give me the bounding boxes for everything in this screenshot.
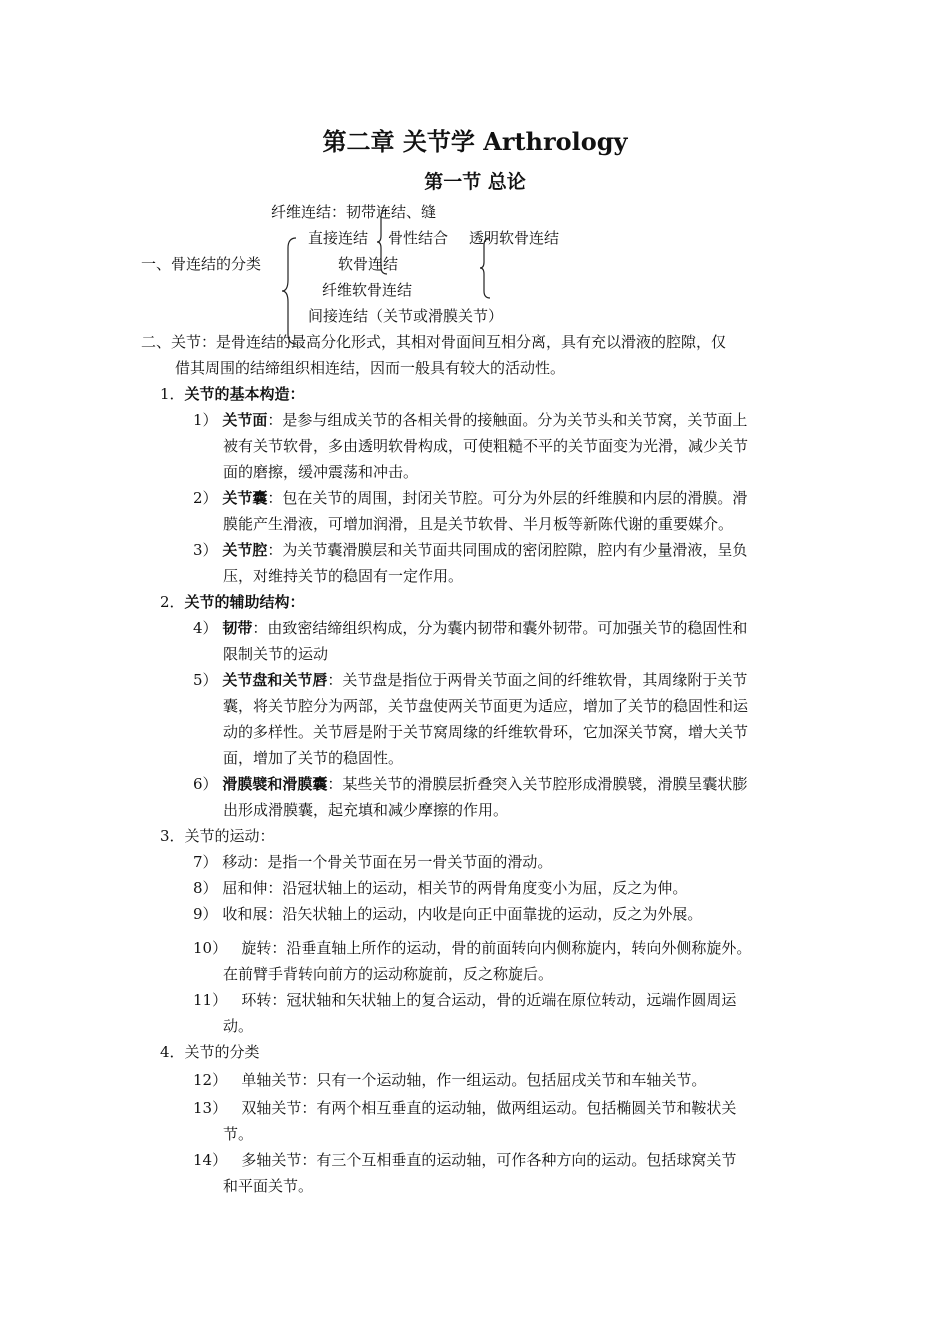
heading-joint-movement xyxy=(160,823,275,849)
item-number: 12） xyxy=(193,1071,228,1089)
item-term: 关节囊 xyxy=(222,489,268,507)
indirect-connection: 间接连结（关节或滑膜关节） xyxy=(308,307,504,325)
item-continuation: 节。 xyxy=(223,1125,254,1143)
item-text: ：关节盘是指位于两骨关节面之间的纤维软骨，其周缘附于关节 xyxy=(327,671,748,689)
fiber-connection: 纤维连结：韧带连结、缝 xyxy=(271,203,437,221)
item-continuation: 压，对维持关节的稳固有一定作用。 xyxy=(223,567,464,585)
chapter-title: 第二章 关节学 Arthrology xyxy=(322,127,628,156)
item-text: 屈和伸：沿冠状轴上的运动，相关节的两骨角度变小为屈，反之为伸。 xyxy=(222,879,688,897)
heading-text: 关节的基本构造： xyxy=(184,385,305,403)
small-brace-left xyxy=(376,208,390,276)
list-item xyxy=(193,875,687,901)
item-number: 6） xyxy=(193,775,218,793)
joint-definition-line1: 二、关节：是骨连结的最高分化形式，其相对骨面间互相分离，具有充以滑液的腔隙，仅 xyxy=(141,333,727,351)
item-number: 2） xyxy=(193,489,218,507)
list-item xyxy=(193,1147,736,1173)
item-number: 14） xyxy=(193,1151,228,1169)
item-text: 收和展：沿矢状轴上的运动，内收是向正中面靠拢的运动，反之为外展。 xyxy=(222,905,703,923)
item-term: 韧带 xyxy=(222,619,253,637)
direct-connection: 直接连结 xyxy=(308,229,369,247)
list-item xyxy=(193,667,747,693)
list-item xyxy=(193,615,747,641)
item-number: 1） xyxy=(193,411,218,429)
item-text: ：为关节囊滑膜层和关节面共同围成的密闭腔隙，腔内有少量滑液，呈负 xyxy=(267,541,748,559)
item-continuation: 在前臂手背转向前方的运动称旋前，反之称旋后。 xyxy=(223,965,554,983)
list-item xyxy=(193,901,702,927)
item-continuation: 囊，将关节腔分为两部，关节盘使两关节面更为适应，增加了关节的稳固性和运 xyxy=(223,697,749,715)
joint-definition-line2: 借其周围的结缔组织相连结，因而一般具有较大的活动性。 xyxy=(175,359,566,377)
item-continuation: 被有关节软骨，多由透明软骨构成，可使粗糙不平的关节面变为光滑，减少关节 xyxy=(223,437,749,455)
heading-number: 2． xyxy=(160,593,185,611)
list-item xyxy=(193,1067,706,1093)
item-number: 7） xyxy=(193,853,218,871)
cartilage-connection: 软骨连结 xyxy=(338,255,399,273)
item-continuation: 限制关节的运动 xyxy=(223,645,329,663)
item-text: 移动：是指一个骨关节面在另一骨关节面的滑动。 xyxy=(222,853,553,871)
item-text: ：是参与组成关节的各相关骨的接触面。分为关节头和关节窝，关节面上 xyxy=(267,411,748,429)
list-item xyxy=(193,987,736,1013)
item-number: 9） xyxy=(193,905,218,923)
section-title: 第一节 总论 xyxy=(424,171,526,193)
heading-joint-classification xyxy=(160,1039,260,1065)
item-number: 8） xyxy=(193,879,218,897)
classification-root: 一、骨连结的分类 xyxy=(141,255,262,273)
bony-union: 骨性结合 xyxy=(388,229,449,247)
item-continuation: 出形成滑膜囊，起充填和减少摩擦的作用。 xyxy=(223,801,509,819)
item-text: 多轴关节：有三个互相垂直的运动轴，可作各种方向的运动。包括球窝关节 xyxy=(241,1151,737,1169)
hyaline-cartilage: 透明软骨连结 xyxy=(469,229,560,247)
item-number: 5） xyxy=(193,671,218,689)
item-text: ：包在关节的周围，封闭关节腔。可分为外层的纤维膜和内层的滑膜。滑 xyxy=(267,489,748,507)
list-item xyxy=(193,771,747,797)
heading-text: 关节的辅助结构： xyxy=(184,593,305,611)
small-brace-right xyxy=(479,236,493,300)
heading-text: 关节的运动： xyxy=(184,827,275,845)
item-continuation: 动。 xyxy=(223,1017,254,1035)
item-term: 关节面 xyxy=(222,411,268,429)
item-number: 4） xyxy=(193,619,218,637)
item-number: 10） xyxy=(193,939,228,957)
item-text: 单轴关节：只有一个运动轴，作一组运动。包括屈戌关节和车轴关节。 xyxy=(241,1071,707,1089)
heading-auxiliary-structure xyxy=(160,589,305,615)
list-item xyxy=(193,935,751,961)
heading-basic-structure xyxy=(160,381,305,407)
item-number: 3） xyxy=(193,541,218,559)
item-continuation: 和平面关节。 xyxy=(223,1177,314,1195)
heading-text: 关节的分类 xyxy=(184,1043,260,1061)
item-number: 13） xyxy=(193,1099,228,1117)
item-term: 关节腔 xyxy=(222,541,268,559)
heading-number: 3． xyxy=(160,827,185,845)
list-item xyxy=(193,1095,736,1121)
heading-number: 4． xyxy=(160,1043,185,1061)
item-term: 滑膜襞和滑膜囊 xyxy=(222,775,328,793)
fibrocartilage-connection: 纤维软骨连结 xyxy=(322,281,413,299)
list-item xyxy=(193,537,747,563)
item-continuation: 面的磨擦，缓冲震荡和冲击。 xyxy=(223,463,419,481)
item-continuation: 膜能产生滑液，可增加润滑，且是关节软骨、半月板等新陈代谢的重要媒介。 xyxy=(223,515,734,533)
item-number: 11） xyxy=(193,991,228,1009)
item-text: ：某些关节的滑膜层折叠突入关节腔形成滑膜襞，滑膜呈囊状膨 xyxy=(327,775,748,793)
item-text: ：由致密结缔组织构成，分为囊内韧带和囊外韧带。可加强关节的稳固性和 xyxy=(252,619,748,637)
list-item xyxy=(193,407,747,433)
item-term: 关节盘和关节唇 xyxy=(222,671,328,689)
list-item xyxy=(193,485,747,511)
item-continuation: 动的多样性。关节唇是附于关节窝周缘的纤维软骨环，它加深关节窝，增大关节 xyxy=(223,723,749,741)
heading-number: 1． xyxy=(160,385,185,403)
item-text: 双轴关节：有两个相互垂直的运动轴，做两组运动。包括椭圆关节和鞍状关 xyxy=(241,1099,737,1117)
list-item xyxy=(193,849,552,875)
item-text: 环转：冠状轴和矢状轴上的复合运动，骨的近端在原位转动，远端作圆周运 xyxy=(241,991,737,1009)
item-continuation: 面，增加了关节的稳固性。 xyxy=(223,749,404,767)
item-text: 旋转：沿垂直轴上所作的运动，骨的前面转向内侧称旋内，转向外侧称旋外。 xyxy=(241,939,752,957)
